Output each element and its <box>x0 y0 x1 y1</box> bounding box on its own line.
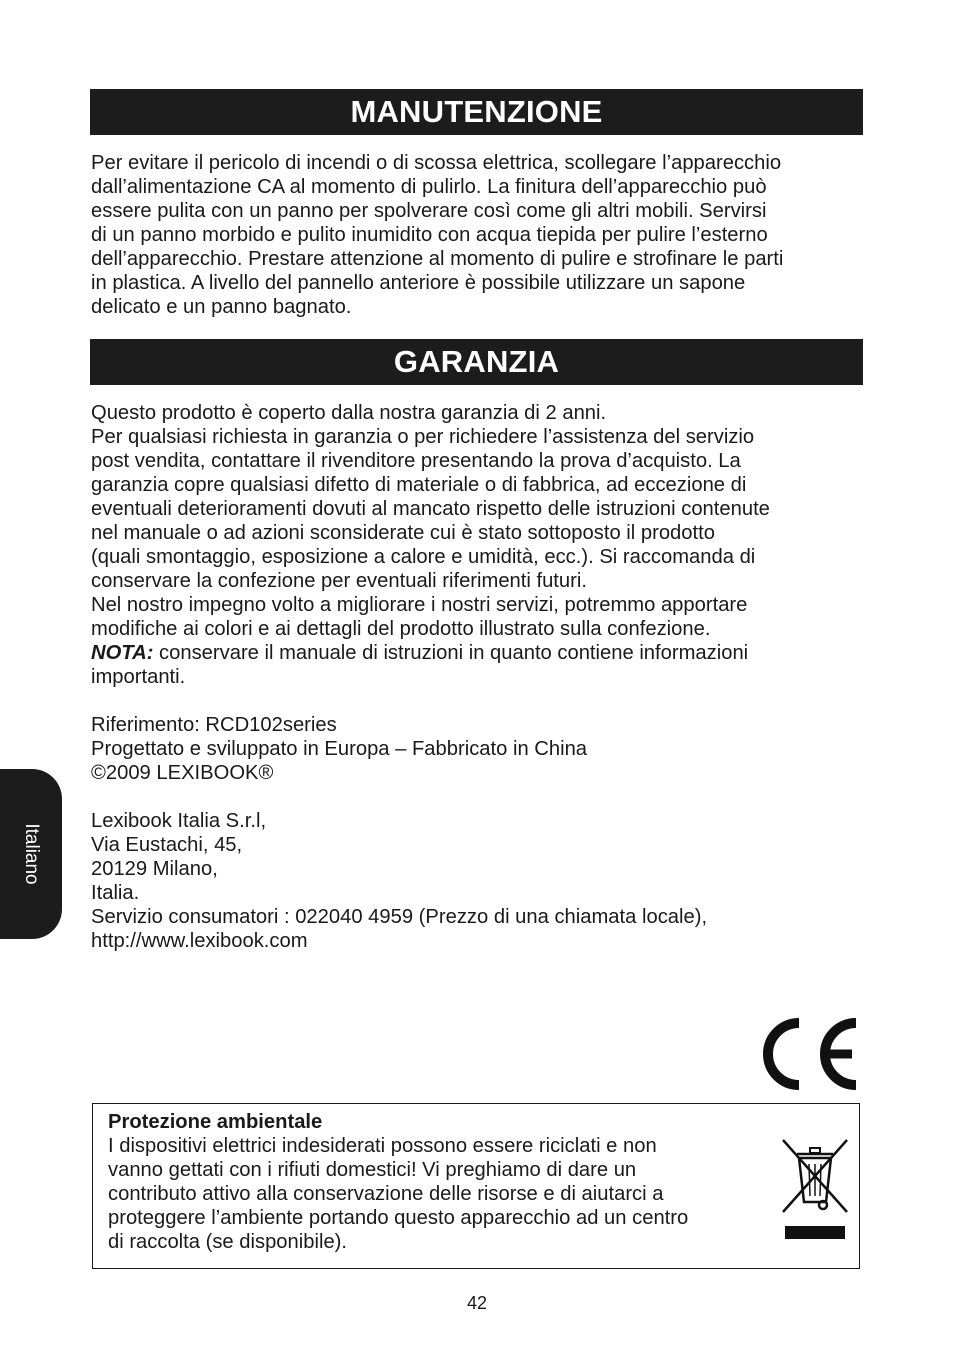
text-line: Questo prodotto è coperto dalla nostra garanzia di 2 anni. <box>91 402 607 424</box>
text-line: modifiche ai colori e ai dettagli del prodotto illustrato sulla confezione. <box>91 618 711 640</box>
note-label: NOTA: <box>91 642 154 664</box>
language-side-tab <box>0 769 62 939</box>
blank-line <box>91 689 866 713</box>
text-line: Nel nostro impegno volto a migliorare i nostri servizi, potremmo apportare <box>91 594 748 616</box>
text-line: garanzia copre qualsiasi difetto di materiale o di fabbrica, ad eccezione di <box>91 474 747 496</box>
address-line: Italia. <box>91 882 140 904</box>
note-line <box>91 641 866 665</box>
text-line: dell’apparecchio. Prestare attenzione al momento di pulire e strofinare le parti <box>91 248 784 270</box>
text-line: delicato e un panno bagnato. <box>91 296 352 318</box>
origin-line: Progettato e sviluppato in Europa – Fabbricato in China <box>91 738 588 760</box>
language-label: Italiano <box>21 823 42 885</box>
crossed-out-wheelie-bin-icon <box>779 1136 851 1242</box>
text-line: Per evitare il pericolo di incendi o di scossa elettrica, scollegare l’apparecchio <box>91 152 782 174</box>
text-line: Per qualsiasi richiesta in garanzia o per richiedere l’assistenza del servizio <box>91 426 755 448</box>
customer-service-line: Servizio consumatori : 022040 4959 (Prezzo di una chiamata locale), <box>91 906 708 928</box>
environment-notice-title: Protezione ambientale <box>108 1111 323 1133</box>
text-line: conservare la confezione per eventuali riferimenti futuri. <box>91 570 587 592</box>
text-line: post vendita, contattare il rivenditore presentando la prova d’acquisto. La <box>91 450 741 472</box>
page-number: 42 <box>466 1293 488 1313</box>
text-line: vanno gettati con i rifiuti domestici! Vi preghiamo di dare un <box>108 1159 637 1181</box>
maintenance-paragraph <box>91 151 866 319</box>
text-line: essere pulita con un panno per spolverare così come gli altri mobili. Servirsi <box>91 200 767 222</box>
text-line: di un panno morbido e pulito inumidito con acqua tiepida per pulire l’esterno <box>91 224 768 246</box>
address-line: Lexibook Italia S.r.l, <box>91 810 267 832</box>
text-line: dall’alimentazione CA al momento di pulirlo. La finitura dell’apparecchio può <box>91 176 767 198</box>
note-text: conservare il manuale di istruzioni in quanto contiene informazioni <box>153 642 749 664</box>
copyright-line: ©2009 LEXIBOOK® <box>91 762 274 784</box>
maintenance-heading: MANUTENZIONE <box>90 89 863 135</box>
environment-notice-box <box>92 1103 860 1269</box>
text-line: eventuali deterioramenti dovuti al mancato rispetto delle istruzioni contenute <box>91 498 770 520</box>
text-line: importanti. <box>91 666 186 688</box>
text-line: nel manuale o ad azioni sconsiderate cui è stato sottoposto il prodotto <box>91 522 715 544</box>
blank-line <box>91 785 866 809</box>
address-line: Via Eustachi, 45, <box>91 834 243 856</box>
text-line: I dispositivi elettrici indesiderati possono essere riciclati e non <box>108 1135 657 1157</box>
website-link[interactable]: http://www.lexibook.com <box>91 930 308 952</box>
text-line: contributo attivo alla conservazione delle risorse e di aiutarci a <box>108 1183 664 1205</box>
text-line: di raccolta (se disponibile). <box>108 1231 347 1253</box>
reference-line: Riferimento: RCD102series <box>91 714 337 736</box>
text-line: in plastica. A livello del pannello anteriore è possibile utilizzare un sapone <box>91 272 746 294</box>
warranty-heading: GARANZIA <box>90 339 863 385</box>
warranty-paragraph <box>91 401 866 953</box>
environment-notice-text <box>108 1110 768 1254</box>
text-line: proteggere l’ambiente portando questo apparecchio ad un centro <box>108 1207 689 1229</box>
text-line: (quali smontaggio, esposizione a calore e umidità, ecc.). Si raccomanda di <box>91 546 756 568</box>
ce-mark-icon <box>752 1015 862 1093</box>
address-line: 20129 Milano, <box>91 858 218 880</box>
